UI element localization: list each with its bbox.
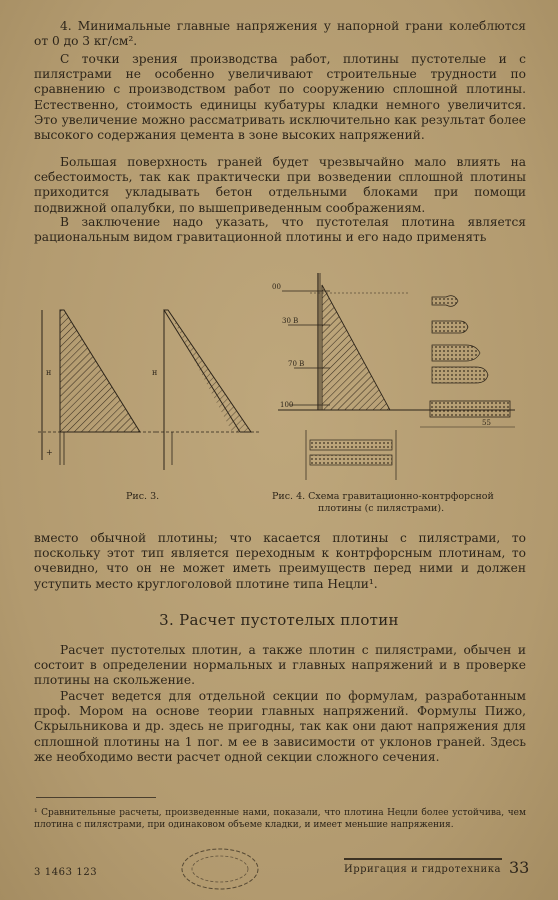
paragraph-3: Большая поверхность граней будет чрезвычайно мало влиять на себестоимость, так как практически при возведении сплошной плотины приходится укладывать бетон отдельными блоками при помощи подвижной опалубки, по вышеприведенным соображениям.	[34, 155, 526, 215]
fig4-label-elev-top: 00	[272, 283, 281, 291]
fig4-label-dim: 55	[482, 419, 491, 427]
fig3-label-h2: н	[152, 368, 158, 377]
paragraph-5: вместо обычной плотины; что касается плотины с пилястрами, то поскольку этот тип является переходным к контрфорсным плотинам, то очевидно, что он не может иметь преимуществ перед ними и должен уступить место круглоголовой плотине типа Нецли¹.	[34, 531, 526, 591]
fig3-right-profile	[152, 310, 261, 470]
paragraph-6: Расчет пустотелых плотин, а также плотин с пилястрами, обычен и состоит в определении нормальных и главных напряжений и в проверке плотины на скольжение.	[34, 643, 526, 688]
footnote-rule	[36, 797, 156, 798]
paragraph-2: С точки зрения производства работ, плотины пустотелые и с пилястрами не особенно увеличивают строительные трудности по сравнению с производством работ по сооружению сплошной плотины. Естественно, стоимость единицы кубатуры кладки немного увеличится. Это увеличение можно рассматривать исключительно как результат более высокого содержания цемента в зоне высоких напряжений.	[34, 52, 526, 143]
fig4-label-elev-70: 70 В	[288, 360, 305, 368]
figure-3-caption: Рис. 3.	[126, 491, 160, 502]
figure-4-caption-line2: плотины (с пилястрами).	[318, 503, 445, 514]
paragraph-1: 4. Минимальные главные напряжения у напорной грани колеблются от 0 до 3 кг/см².	[34, 19, 526, 49]
footer-print-code: 3 1463 123	[34, 867, 98, 878]
section-title: 3. Расчет пустотелых плотин	[159, 611, 399, 629]
fig4-label-elev-30: 30 В	[282, 317, 299, 325]
footer-rule	[344, 858, 502, 860]
paragraph-7: Расчет ведется для отдельной секции по формулам, разработанным проф. Мором на основе теории главных напряжений. Формулы Пижо, Скрыльникова и др. здесь не пригодны, так как они дают напряжения для сплошной плотины на 1 пог. м ее в зависимости от уклонов граней. Здесь же необходимо вести расчет одной секции сложного сечения.	[34, 689, 526, 764]
fig4-plan-below	[306, 430, 396, 480]
library-stamp	[170, 843, 270, 895]
figure-4-drawing	[270, 265, 525, 485]
fig4-profile	[272, 273, 515, 410]
footnote: ¹ Сравнительные расчеты, произведенные нами, показали, что плотина Нецли более устойчива, чем плотина с пилястрами, при одинаковом объеме кладки, и имеет меньшие напряжения.	[34, 808, 526, 830]
svg-text:+: +	[46, 448, 53, 457]
fig4-label-elev-100: 100	[280, 401, 294, 409]
paragraph-4: В заключение надо указать, что пустотелая плотина является рациональным видом гравитационной плотины и его надо применять	[34, 215, 526, 245]
fig3-left-profile	[38, 310, 156, 465]
footer-journal-title: Ирригация и гидротехника	[344, 864, 501, 875]
fig4-sections	[420, 296, 515, 427]
page-number: 33	[509, 858, 530, 877]
fig3-label-h: н	[46, 368, 52, 377]
figure-4-caption-line1: Рис. 4. Схема гравитационно-контрфорсной	[272, 491, 494, 502]
figure-3-drawing	[36, 300, 266, 475]
